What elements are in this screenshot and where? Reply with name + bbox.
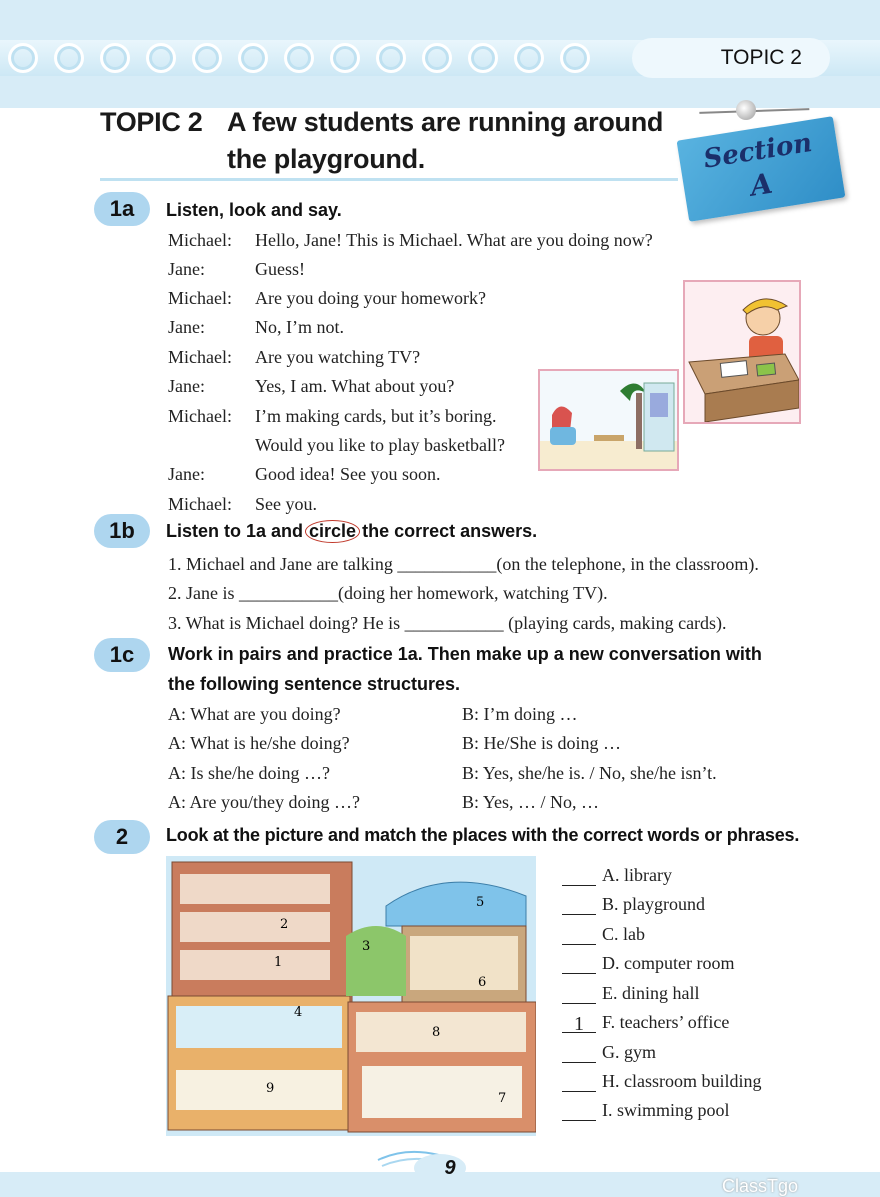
badge-1c: 1c (94, 638, 150, 672)
choice-text: playground (623, 894, 705, 914)
picture-number-5: 5 (476, 895, 485, 910)
utterance: No, I’m not. (255, 317, 344, 337)
picture-number-7: 7 (498, 1091, 507, 1106)
choice-text: classroom building (624, 1071, 762, 1091)
pattern-b: B: I’m doing … (462, 704, 578, 724)
speaker: Jane: (168, 464, 205, 484)
instruction-1b-circled-word: circle (305, 520, 360, 543)
answer-blank[interactable] (562, 1101, 596, 1121)
speaker: Jane: (168, 259, 205, 279)
decorative-circles (0, 40, 598, 76)
answer-blank[interactable]: 1 (562, 1013, 596, 1033)
instruction-2: Look at the picture and match the places with the correct words or phrases. (166, 825, 800, 845)
question-1b-3: 3. What is Michael doing? He is ___________ (playing cards, making cards). (168, 613, 727, 633)
answer-blank[interactable] (562, 866, 596, 886)
picture-number-2: 2 (280, 917, 289, 932)
utterance: Are you doing your homework? (255, 288, 486, 308)
utterance: Guess! (255, 259, 305, 279)
pattern-a: A: Is she/he doing …? (168, 763, 330, 783)
instruction-1b (166, 520, 537, 543)
pattern-a: A: What are you doing? (168, 704, 341, 724)
speaker: Jane: (168, 376, 205, 396)
choice-text: teachers’ office (619, 1012, 730, 1032)
choice-letter: C. (602, 924, 619, 944)
choice-text: swimming pool (617, 1100, 730, 1120)
watermark: ClassTgo (722, 1176, 799, 1196)
picture-number-9: 9 (266, 1081, 275, 1096)
picture-number-3: 3 (362, 939, 371, 954)
choice-item (562, 1011, 729, 1033)
badge-2: 2 (94, 820, 150, 854)
instruction-1a: Listen, look and say. (166, 200, 342, 220)
choice-text: computer room (624, 953, 735, 973)
choice-text: lab (623, 924, 646, 944)
choice-item (562, 1099, 730, 1121)
section-word: Section (701, 127, 815, 175)
choice-letter: H. (602, 1071, 620, 1091)
picture-number-6: 6 (478, 975, 487, 990)
question-1b-1: 1. Michael and Jane are talking ___________(on the telephone, in the classroom). (168, 554, 759, 574)
topic-pill: TOPIC 2 (632, 38, 830, 78)
question-1b-2: 2. Jane is ___________(doing her homework, watching TV). (168, 583, 608, 603)
pin-icon (736, 100, 756, 120)
answer-blank[interactable] (562, 1043, 596, 1063)
girl-illustration-svg (540, 371, 679, 471)
utterance: Would you like to play basketball? (255, 435, 505, 455)
picture-number-1: 1 (274, 955, 283, 970)
section-letter: A (748, 166, 775, 203)
speaker: Michael: (168, 230, 232, 250)
choice-letter: I. (602, 1100, 613, 1120)
answer-blank[interactable] (562, 1072, 596, 1092)
speaker: Michael: (168, 406, 232, 426)
answer-blank[interactable] (562, 895, 596, 915)
instruction-1b-post: the correct answers. (362, 521, 538, 541)
utterance: See you. (255, 494, 317, 514)
choice-letter: E. (602, 983, 618, 1003)
instruction-1c-line2: the following sentence structures. (168, 674, 461, 694)
pattern-a: A: Are you/they doing …? (168, 792, 360, 812)
answer-blank[interactable] (562, 954, 596, 974)
instruction-1c-line1: Work in pairs and practice 1a. Then make up a new conversation with (168, 644, 762, 664)
picture-number-4: 4 (294, 1005, 303, 1020)
choice-letter: D. (602, 953, 620, 973)
utterance: Good idea! See you soon. (255, 464, 441, 484)
choice-letter: G. (602, 1042, 620, 1062)
choice-text: dining hall (622, 983, 700, 1003)
page-number: 9 (444, 1157, 456, 1179)
badge-1a: 1a (94, 192, 150, 226)
choice-letter: A. (602, 865, 620, 885)
utterance: Hello, Jane! This is Michael. What are you doing now? (255, 230, 653, 250)
choice-text: library (624, 865, 672, 885)
choice-letter: B. (602, 894, 619, 914)
title-divider (100, 178, 678, 181)
pattern-a: A: What is he/she doing? (168, 733, 350, 753)
title-topic: TOPIC 2 (100, 107, 203, 137)
boy-making-cards-illustration (683, 280, 801, 424)
choice-item (562, 864, 672, 886)
speaker: Michael: (168, 347, 232, 367)
boy-illustration-svg (685, 282, 801, 424)
speaker: Michael: (168, 494, 232, 514)
pattern-b: B: He/She is doing … (462, 733, 622, 753)
campus-svg (166, 856, 536, 1136)
choice-item (562, 893, 705, 915)
title-main: A few students are running around the playground. (227, 107, 664, 174)
choice-item (562, 1041, 656, 1063)
picture-number-8: 8 (432, 1025, 441, 1040)
header-band (0, 0, 880, 108)
answer-blank[interactable] (562, 925, 596, 945)
choice-text: gym (624, 1042, 657, 1062)
pattern-b: B: Yes, … / No, … (462, 792, 600, 812)
speaker: Jane: (168, 317, 205, 337)
choice-letter: F. (602, 1012, 616, 1032)
choice-item (562, 923, 645, 945)
choice-item (562, 982, 700, 1004)
campus-illustration (166, 856, 536, 1136)
girl-watching-tv-illustration (538, 369, 679, 471)
speaker: Michael: (168, 288, 232, 308)
instruction-1b-pre: Listen to 1a and (166, 521, 304, 541)
utterance: I’m making cards, but it’s boring. (255, 406, 497, 426)
utterance: Are you watching TV? (255, 347, 421, 367)
answer-blank[interactable] (562, 984, 596, 1004)
badge-1b: 1b (94, 514, 150, 548)
choice-item (562, 1070, 762, 1092)
choice-item (562, 952, 734, 974)
pattern-b: B: Yes, she/he is. / No, she/he isn’t. (462, 763, 717, 783)
utterance: Yes, I am. What about you? (255, 376, 455, 396)
